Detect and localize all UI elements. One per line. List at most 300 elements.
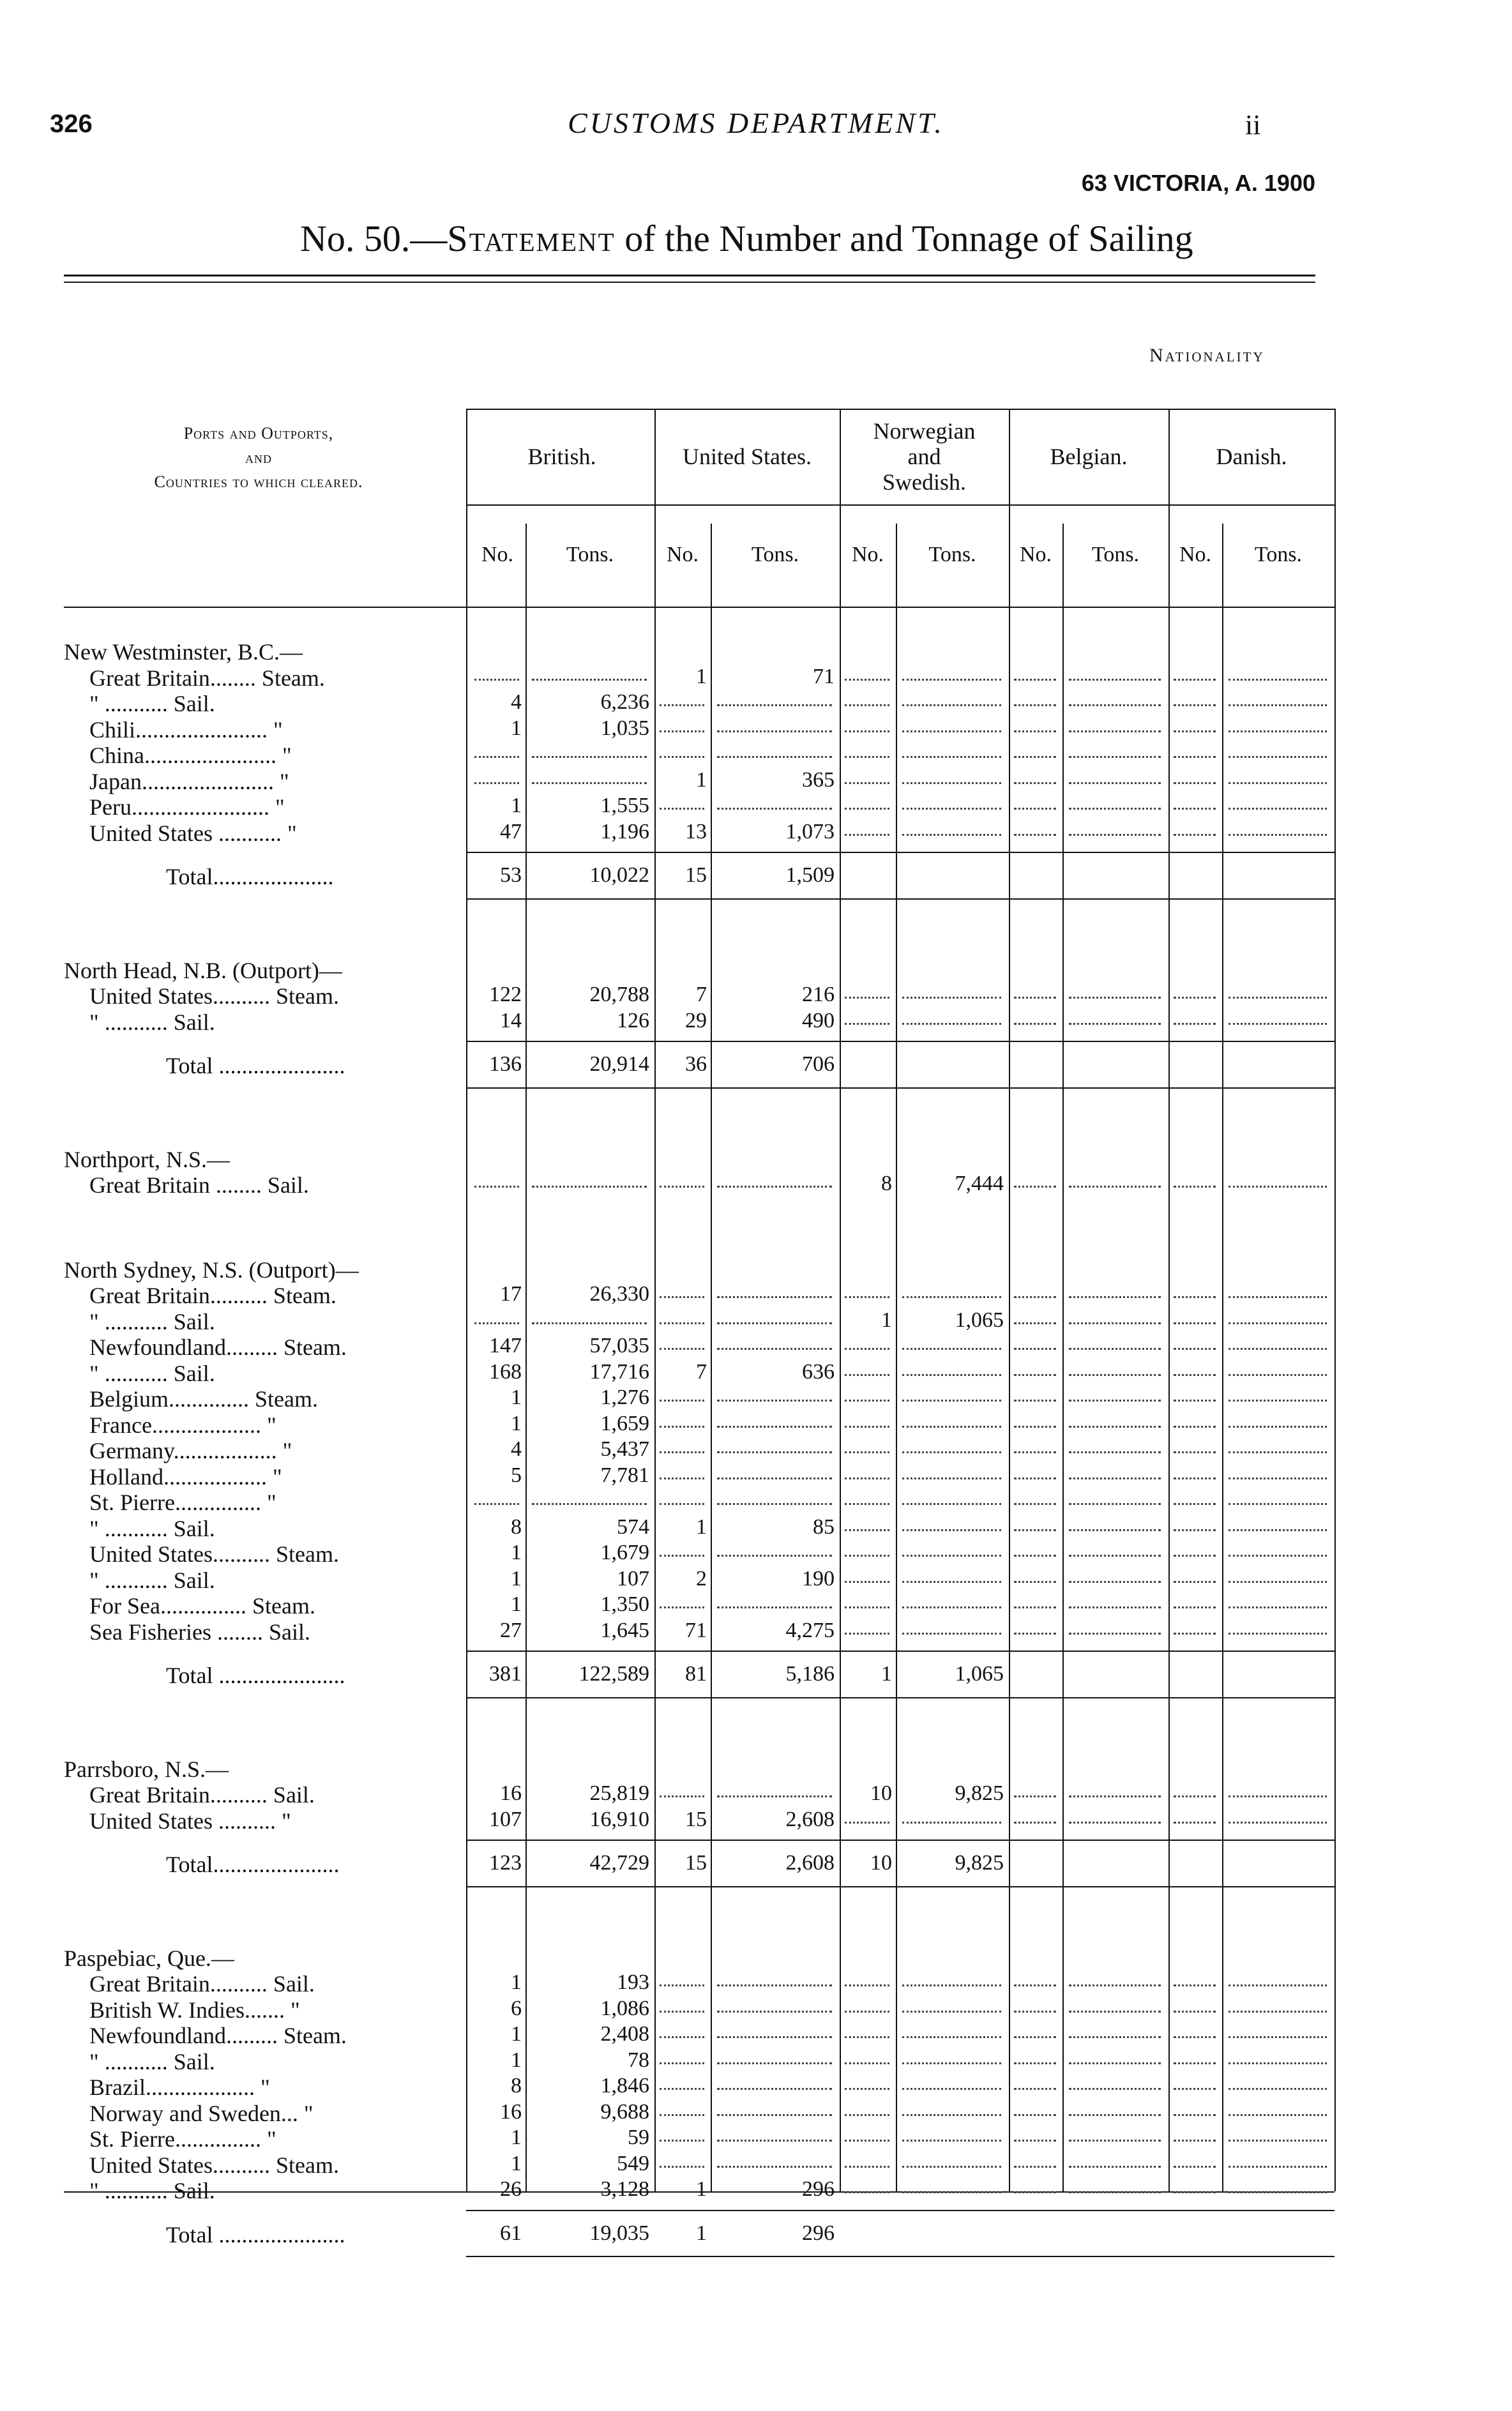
cell-tons: 5,437: [600, 1437, 649, 1461]
cell-no: 1: [511, 716, 522, 740]
total-cell-tons: 10,022: [589, 863, 649, 887]
column-head-rule: [466, 504, 1334, 506]
dot-leader: [1069, 2062, 1161, 2064]
cell-tons: 636: [802, 1359, 835, 1384]
dot-leader: [1174, 2011, 1216, 2013]
dot-leader: [1228, 2011, 1327, 2013]
dot-leader: [845, 1606, 889, 1608]
row-label: Brazil................... ": [89, 2075, 270, 2100]
dot-leader: [845, 782, 889, 784]
page-number: 326: [50, 110, 93, 138]
cell-no: 1: [511, 1411, 522, 1435]
dot-leader: [660, 704, 704, 706]
row-label: United States ........... ": [89, 820, 297, 846]
dot-leader: [532, 679, 647, 681]
column-heading-line: Swedish.: [882, 469, 966, 495]
cell-tons: 3,128: [600, 2177, 649, 2201]
dot-leader: [902, 1633, 1001, 1635]
dot-leader: [1228, 1822, 1327, 1824]
dot-leader: [1174, 1348, 1216, 1350]
dot-leader: [902, 1296, 1001, 1298]
dot-leader: [1228, 2140, 1327, 2142]
cell-tons: 1,086: [600, 1996, 649, 2020]
dot-leader: [1069, 704, 1161, 706]
dot-leader: [1014, 997, 1056, 999]
dot-leader: [1069, 730, 1161, 732]
dot-leader: [845, 2088, 889, 2090]
dot-leader: [1174, 1322, 1216, 1324]
dot-leader: [1174, 2166, 1216, 2168]
title-caps: Statement: [447, 218, 616, 259]
dot-leader: [902, 2036, 1001, 2038]
dot-leader: [845, 2166, 889, 2168]
dot-leader: [1014, 679, 1056, 681]
ports-column-heading: [64, 421, 453, 494]
cell-no: 168: [489, 1359, 522, 1384]
dot-leader: [474, 1186, 519, 1188]
dot-leader: [1228, 1503, 1327, 1505]
total-cell-no: 1: [881, 1662, 892, 1686]
dot-leader: [1228, 730, 1327, 732]
dot-leader: [1014, 704, 1056, 706]
cell-no: 17: [500, 1282, 522, 1306]
dot-leader: [902, 756, 1001, 758]
dot-leader: [1228, 2166, 1327, 2168]
cell-tons: 574: [617, 1515, 649, 1539]
dot-leader: [1228, 1581, 1327, 1583]
cell-tons: 17,716: [589, 1359, 649, 1384]
cell-no: 15: [685, 1807, 707, 1831]
total-cell-no: 81: [685, 1662, 707, 1686]
dot-leader: [1069, 1581, 1161, 1583]
subtotal-rule: [466, 1840, 1334, 1841]
total-cell-no: 15: [685, 863, 707, 887]
dot-leader: [902, 2062, 1001, 2064]
dot-leader: [717, 2036, 832, 2038]
page-title: [300, 217, 1193, 260]
dot-leader: [902, 1400, 1001, 1402]
total-cell-no: 136: [489, 1052, 522, 1076]
dot-leader: [660, 756, 704, 758]
dot-leader: [1014, 2011, 1056, 2013]
nationality-rule: [466, 409, 1334, 410]
cell-tons: 1,065: [955, 1308, 1004, 1332]
dot-leader: [1069, 1984, 1161, 1986]
row-label: Great Britain........ Steam.: [89, 665, 325, 691]
dot-leader: [1174, 1795, 1216, 1797]
dot-leader: [902, 1581, 1001, 1583]
dot-leader: [660, 1348, 704, 1350]
group-title: North Head, N.B. (Outport)—: [64, 957, 342, 983]
cell-tons: 2,608: [785, 1807, 835, 1831]
column-heading-2: [840, 418, 1009, 495]
dot-leader: [1014, 2140, 1056, 2142]
dot-leader: [1014, 1322, 1056, 1324]
dot-leader: [1069, 1795, 1161, 1797]
dot-leader: [1228, 1633, 1327, 1635]
dot-leader: [902, 1348, 1001, 1350]
cell-tons: 85: [813, 1515, 835, 1539]
row-label: Peru........................ ": [89, 794, 285, 820]
dot-leader: [902, 1984, 1001, 1986]
cell-tons: 190: [802, 1566, 835, 1591]
sub-heading-tons: Tons.: [928, 543, 976, 566]
total-cell-tons: 42,729: [589, 1851, 649, 1875]
dot-leader: [532, 1322, 647, 1324]
dot-leader: [1014, 808, 1056, 810]
dot-leader: [1069, 2011, 1161, 2013]
no-tons-divider: [896, 524, 897, 2191]
dot-leader: [1174, 782, 1216, 784]
dot-leader: [1228, 808, 1327, 810]
dot-leader: [1069, 808, 1161, 810]
dot-leader: [1228, 1374, 1327, 1376]
cell-no: 8: [881, 1172, 892, 1195]
dot-leader: [1069, 2088, 1161, 2090]
cell-no: 1: [511, 1386, 522, 1409]
no-tons-divider: [1062, 524, 1064, 2191]
running-head: CUSTOMS DEPARTMENT.: [568, 107, 944, 139]
dot-leader: [717, 1322, 832, 1324]
cell-no: 8: [511, 2074, 522, 2097]
dot-leader: [1069, 2114, 1161, 2116]
cell-no: 1: [696, 664, 707, 688]
dot-leader: [1174, 1529, 1216, 1531]
cell-tons: 16,910: [589, 1807, 649, 1831]
subtotal-rule: [466, 852, 1334, 853]
cell-no: 16: [500, 2099, 522, 2124]
cell-tons: 126: [617, 1008, 649, 1032]
column-heading-0: [469, 444, 654, 469]
dot-leader: [845, 1023, 889, 1025]
dot-leader: [1069, 1478, 1161, 1479]
dot-leader: [660, 1400, 704, 1402]
cell-no: 1: [511, 2048, 522, 2072]
dot-leader: [1228, 1478, 1327, 1479]
dot-leader: [1014, 2088, 1056, 2090]
total-cell-no: 36: [685, 1052, 707, 1076]
dot-leader: [902, 730, 1001, 732]
top-double-rule: [64, 275, 1315, 283]
dot-leader: [1174, 756, 1216, 758]
dot-leader: [845, 2011, 889, 2013]
dot-leader: [532, 1186, 647, 1188]
dot-leader: [845, 756, 889, 758]
dot-leader: [717, 2166, 832, 2168]
dot-leader: [1174, 1503, 1216, 1505]
dot-leader: [717, 2140, 832, 2142]
dot-leader: [717, 1296, 832, 1298]
row-label: Belgium.............. Steam.: [89, 1386, 318, 1412]
column-heading-line: United States.: [683, 444, 812, 469]
row-label: British W. Indies....... ": [89, 1997, 300, 2023]
cell-no: 27: [500, 1618, 522, 1642]
dot-leader: [1069, 1503, 1161, 1505]
dot-leader: [902, 2166, 1001, 2168]
dot-leader: [660, 2011, 704, 2013]
dot-leader: [1014, 834, 1056, 836]
column-heading-line: and: [907, 444, 941, 469]
dot-leader: [1174, 2036, 1216, 2038]
dot-leader: [902, 1606, 1001, 1608]
dot-leader: [845, 808, 889, 810]
subtotal-rule: [466, 1651, 1334, 1652]
row-label: " ........... Sail.: [89, 1567, 215, 1593]
total-cell-tons: 20,914: [589, 1052, 649, 1076]
dot-leader: [1228, 1529, 1327, 1531]
dot-leader: [1014, 1400, 1056, 1402]
dot-leader: [1014, 730, 1056, 732]
dot-leader: [717, 1400, 832, 1402]
cell-tons: 549: [617, 2151, 649, 2175]
dot-leader: [1174, 1984, 1216, 1986]
row-label: " ........... Sail.: [89, 1308, 215, 1334]
sub-head-rule: [64, 607, 1334, 608]
dot-leader: [1069, 679, 1161, 681]
dot-leader: [1174, 1426, 1216, 1428]
cell-tons: 7,781: [600, 1463, 649, 1487]
dot-leader: [845, 1296, 889, 1298]
dot-leader: [532, 756, 647, 758]
sub-heading-no: No.: [1019, 543, 1052, 566]
cell-no: 7: [696, 1359, 707, 1384]
nation-column-rule: [1009, 409, 1010, 2191]
group-title: Parrsboro, N.S.—: [64, 1756, 229, 1782]
dot-leader: [845, 1581, 889, 1583]
dot-leader: [902, 834, 1001, 836]
cell-no: 1: [511, 794, 522, 817]
dot-leader: [1014, 1451, 1056, 1453]
column-heading-line: Belgian.: [1050, 444, 1128, 469]
dot-leader: [660, 1322, 704, 1324]
dot-leader: [1228, 834, 1327, 836]
column-heading-line: Norwegian: [873, 418, 976, 444]
dot-leader: [902, 1478, 1001, 1479]
dot-leader: [1014, 1795, 1056, 1797]
dot-leader: [1174, 1633, 1216, 1635]
row-label: St. Pierre............... ": [89, 1490, 276, 1515]
dot-leader: [1228, 1186, 1327, 1188]
row-label: Great Britain.......... Sail.: [89, 1782, 315, 1808]
dot-leader: [902, 1023, 1001, 1025]
cell-tons: 1,846: [600, 2074, 649, 2097]
dot-leader: [717, 2062, 832, 2064]
cell-tons: 1,196: [600, 819, 649, 843]
nation-column-rule: [1334, 409, 1336, 2191]
dot-leader: [1228, 2036, 1327, 2038]
cell-no: 14: [500, 1008, 522, 1032]
cell-tons: 490: [802, 1008, 835, 1032]
total-cell-no: 10: [870, 1851, 892, 1875]
dot-leader: [1174, 1023, 1216, 1025]
dot-leader: [1174, 2114, 1216, 2116]
dot-leader: [1069, 1023, 1161, 1025]
row-label: St. Pierre............... ": [89, 2126, 276, 2152]
dot-leader: [1069, 1426, 1161, 1428]
dot-leader: [1228, 1426, 1327, 1428]
sub-heading-no: No.: [481, 543, 514, 566]
group-title: Northport, N.S.—: [64, 1146, 230, 1172]
total-label: Total.....................: [166, 864, 334, 889]
dot-leader: [902, 2088, 1001, 2090]
dot-leader: [845, 679, 889, 681]
dot-leader: [660, 2088, 704, 2090]
dot-leader: [1014, 1374, 1056, 1376]
cell-no: 8: [511, 1515, 522, 1539]
row-label: China....................... ": [89, 743, 292, 768]
title-rest: of the Number and Tonnage of Sailing: [615, 218, 1193, 259]
cell-no: 1: [696, 1515, 707, 1539]
dot-leader: [1228, 1023, 1327, 1025]
dot-leader: [1014, 2062, 1056, 2064]
cell-tons: 1,276: [600, 1386, 649, 1409]
dot-leader: [717, 2114, 832, 2116]
dot-leader: [717, 1555, 832, 1557]
cell-tons: 193: [617, 1970, 649, 1994]
row-label: " ........... Sail.: [89, 1360, 215, 1386]
dot-leader: [902, 679, 1001, 681]
ports-heading-line-3: Countries to which cleared.: [154, 472, 363, 491]
dot-leader: [1174, 1374, 1216, 1376]
dot-leader: [1014, 2166, 1056, 2168]
dot-leader: [1069, 1529, 1161, 1531]
dot-leader: [1069, 1186, 1161, 1188]
cell-tons: 20,788: [589, 983, 649, 1006]
total-cell-tons: 122,589: [578, 1662, 649, 1686]
total-cell-tons: 706: [802, 1052, 835, 1076]
column-heading-3: [1009, 444, 1168, 469]
dot-leader: [1069, 1322, 1161, 1324]
dot-leader: [845, 1478, 889, 1479]
cell-tons: 1,679: [600, 1541, 649, 1564]
dot-leader: [717, 730, 832, 732]
sub-heading-tons: Tons.: [751, 543, 799, 566]
dot-leader: [1174, 2191, 1216, 2193]
cell-tons: 4,275: [785, 1618, 835, 1642]
dot-leader: [474, 782, 519, 784]
dot-leader: [1228, 2191, 1327, 2193]
cell-no: 6: [511, 1996, 522, 2020]
dot-leader: [1014, 1186, 1056, 1188]
sub-heading-tons: Tons.: [1091, 543, 1140, 566]
column-heading-line: British.: [527, 444, 596, 469]
dot-leader: [660, 1503, 704, 1505]
dot-leader: [1014, 1023, 1056, 1025]
dot-leader: [1228, 1555, 1327, 1557]
nation-column-rule: [1168, 409, 1170, 2191]
cell-tons: 25,819: [589, 1781, 649, 1805]
dot-leader: [1069, 782, 1161, 784]
dot-leader: [1069, 756, 1161, 758]
dot-leader: [1014, 756, 1056, 758]
dot-leader: [660, 1451, 704, 1453]
dot-leader: [474, 756, 519, 758]
dot-leader: [902, 1822, 1001, 1824]
dot-leader: [660, 1296, 704, 1298]
total-cell-tons: 2,608: [785, 1851, 835, 1875]
nationality-heading: Nationality: [1149, 345, 1265, 366]
cell-no: 5: [511, 1463, 522, 1487]
dot-leader: [902, 2191, 1001, 2193]
dot-leader: [1174, 730, 1216, 732]
dot-leader: [1174, 1451, 1216, 1453]
dot-leader: [1069, 1606, 1161, 1608]
dot-leader: [1069, 1555, 1161, 1557]
dot-leader: [1014, 1606, 1056, 1608]
dot-leader: [1228, 1322, 1327, 1324]
dot-leader: [845, 1400, 889, 1402]
cell-no: 4: [511, 690, 522, 714]
dot-leader: [845, 2036, 889, 2038]
dot-leader: [1174, 1555, 1216, 1557]
dot-leader: [532, 1503, 647, 1505]
cell-tons: 9,825: [955, 1781, 1004, 1805]
cell-tons: 57,035: [589, 1334, 649, 1357]
dot-leader: [902, 2114, 1001, 2116]
dot-leader: [1069, 1822, 1161, 1824]
total-label: Total ......................: [166, 1053, 345, 1078]
row-label: United States.......... Steam.: [89, 1541, 339, 1567]
group-title: Paspebiac, Que.—: [64, 1945, 234, 1971]
cell-no: 1: [511, 1970, 522, 1994]
dot-leader: [1069, 2191, 1161, 2193]
dot-leader: [1174, 1186, 1216, 1188]
dot-leader: [717, 1451, 832, 1453]
row-label: Newfoundland......... Steam.: [89, 2023, 347, 2048]
dot-leader: [1174, 679, 1216, 681]
dot-leader: [1069, 1451, 1161, 1453]
dot-leader: [1069, 2166, 1161, 2168]
dot-leader: [717, 1426, 832, 1428]
dot-leader: [660, 1186, 704, 1188]
cell-no: 7: [696, 983, 707, 1006]
cell-tons: 216: [802, 983, 835, 1006]
subtotal-rule: [466, 2210, 1334, 2211]
dot-leader: [1228, 1451, 1327, 1453]
cell-tons: 26,330: [589, 1282, 649, 1306]
dot-leader: [660, 2114, 704, 2116]
dot-leader: [845, 1451, 889, 1453]
total-cell-no: 1: [696, 2221, 707, 2245]
column-heading-4: [1168, 444, 1334, 469]
dot-leader: [1014, 1426, 1056, 1428]
dot-leader: [717, 1984, 832, 1986]
dot-leader: [1228, 704, 1327, 706]
cell-tons: 296: [802, 2177, 835, 2201]
cell-no: 1: [881, 1308, 892, 1332]
row-label: " ........... Sail.: [89, 691, 215, 716]
dot-leader: [660, 2036, 704, 2038]
total-bottom-rule: [466, 898, 1334, 900]
cell-no: 71: [685, 1618, 707, 1642]
dot-leader: [1228, 756, 1327, 758]
row-label: Holland.................. ": [89, 1463, 282, 1490]
dot-leader: [660, 1795, 704, 1797]
no-tons-divider: [1222, 524, 1223, 2191]
dot-leader: [902, 2140, 1001, 2142]
dot-leader: [717, 1186, 832, 1188]
dot-leader: [845, 730, 889, 732]
cell-no: 4: [511, 1437, 522, 1461]
dot-leader: [1174, 1478, 1216, 1479]
total-label: Total......................: [166, 1852, 340, 1877]
dot-leader: [532, 782, 647, 784]
subtotal-rule: [466, 1041, 1334, 1042]
dot-leader: [845, 2191, 889, 2193]
total-label: Total ......................: [166, 2221, 345, 2248]
cell-tons: 365: [802, 767, 835, 792]
dot-leader: [1069, 1374, 1161, 1376]
